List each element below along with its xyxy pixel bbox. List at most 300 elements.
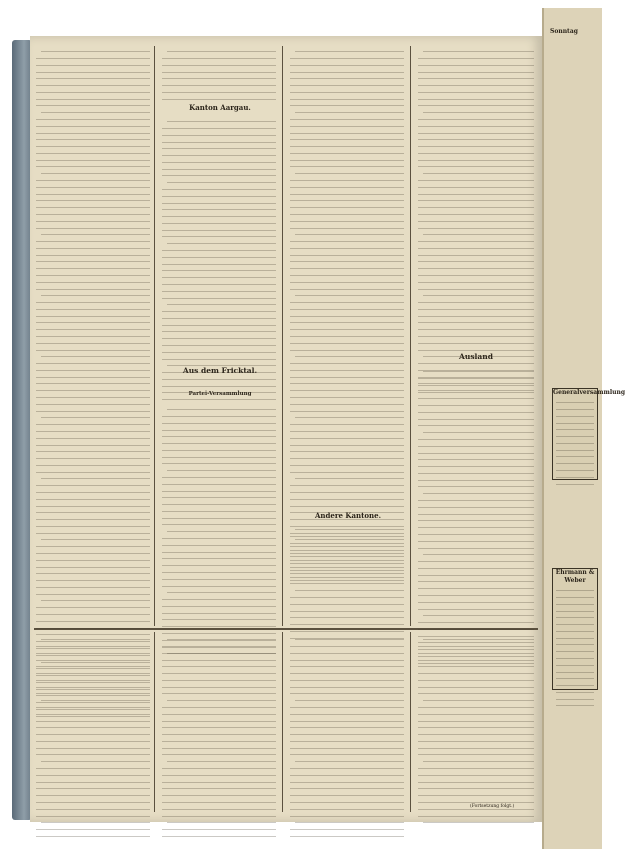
- text-line: [290, 702, 404, 708]
- text-line: [162, 472, 276, 478]
- ad-text-line: [556, 458, 594, 464]
- text-line: [290, 480, 404, 486]
- text-line: [418, 87, 534, 93]
- text-line: [167, 526, 276, 532]
- text-line: [290, 344, 404, 350]
- text-line: [36, 66, 150, 72]
- text-line: [418, 681, 534, 687]
- text-line: [36, 770, 150, 776]
- text-line: [290, 571, 404, 577]
- text-line: [162, 143, 276, 149]
- text-line: [290, 195, 404, 201]
- text-line: [41, 168, 150, 174]
- text-line: [167, 116, 276, 122]
- text-line: [167, 465, 276, 471]
- text-line: [418, 283, 534, 289]
- text-line: [162, 763, 276, 769]
- text-line: [418, 542, 534, 548]
- text-line: [36, 616, 150, 622]
- text-line: [162, 258, 276, 264]
- text-line: [423, 427, 534, 433]
- text-line: [162, 458, 276, 464]
- text-line: [290, 222, 404, 228]
- text-line: [290, 365, 404, 371]
- text-line: [418, 53, 534, 59]
- text-line: [290, 446, 404, 452]
- text-line: [418, 161, 534, 167]
- text-line: [418, 515, 534, 521]
- text-line: [423, 107, 534, 113]
- text-line: [162, 797, 276, 803]
- text-line: [423, 488, 534, 494]
- text-line: [162, 567, 276, 573]
- text-line: [290, 243, 404, 249]
- text-line: [418, 434, 534, 440]
- text-line: [418, 797, 534, 803]
- text-line: [295, 46, 404, 52]
- text-line: [36, 202, 150, 208]
- text-line: [290, 80, 404, 86]
- text-line: [290, 783, 404, 789]
- text-line: [418, 324, 534, 330]
- text-line: [162, 123, 276, 129]
- text-line: [290, 578, 404, 584]
- text-line: [290, 324, 404, 330]
- text-line: [423, 695, 534, 701]
- text-line: [162, 245, 276, 251]
- text-line: [162, 729, 276, 735]
- text-line: [162, 418, 276, 424]
- text-line: [36, 53, 150, 59]
- text-line: [290, 93, 404, 99]
- text-line: [36, 749, 150, 755]
- text-line: [36, 426, 150, 432]
- ad-text-line: [556, 653, 594, 659]
- text-line: [36, 127, 150, 133]
- text-line: [418, 93, 534, 99]
- text-line: [418, 563, 534, 569]
- text-line: [36, 121, 150, 127]
- text-line: [36, 668, 150, 674]
- text-line: [36, 222, 150, 228]
- text-line: [418, 393, 534, 399]
- text-line: [162, 204, 276, 210]
- text-line: [418, 675, 534, 681]
- text-line: [290, 372, 404, 378]
- text-line: [418, 688, 534, 694]
- text-line: [162, 340, 276, 346]
- text-line: [162, 424, 276, 430]
- text-line: [290, 141, 404, 147]
- text-line: [162, 66, 276, 72]
- text-line: [290, 661, 404, 667]
- text-line: [418, 641, 534, 647]
- text-line: [36, 487, 150, 493]
- text-line: [36, 93, 150, 99]
- text-line: [418, 100, 534, 106]
- text-line: [290, 770, 404, 776]
- text-line: [36, 446, 150, 452]
- text-line: [162, 648, 276, 654]
- text-line: [418, 420, 534, 426]
- masthead: Sonntag: [550, 28, 578, 35]
- text-line: [167, 177, 276, 183]
- text-line: [36, 514, 150, 520]
- text-line: [418, 243, 534, 249]
- text-line: [418, 617, 534, 623]
- text-line: [162, 715, 276, 721]
- text-line: [418, 522, 534, 528]
- text-line: [295, 351, 404, 357]
- text-line: [36, 555, 150, 561]
- text-line: [36, 304, 150, 310]
- text-line: [36, 582, 150, 588]
- text-line: [36, 575, 150, 581]
- text-line: [162, 80, 276, 86]
- text-line: [418, 358, 534, 364]
- text-line: [36, 797, 150, 803]
- text-line: [162, 431, 276, 437]
- text-line: [162, 743, 276, 749]
- text-line: [418, 188, 534, 194]
- text-line: [162, 87, 276, 93]
- text-line: [418, 386, 534, 392]
- text-line: [290, 270, 404, 276]
- text-line: [418, 461, 534, 467]
- text-line: [290, 460, 404, 466]
- text-line: [36, 155, 150, 161]
- text-line: [162, 607, 276, 613]
- text-line: [36, 521, 150, 527]
- text-line: [162, 661, 276, 667]
- text-line: [418, 441, 534, 447]
- text-line: [290, 358, 404, 364]
- ad-text-line: [556, 451, 594, 457]
- text-line: [418, 127, 534, 133]
- text-line: [418, 249, 534, 255]
- text-line: [290, 654, 404, 660]
- text-line: [423, 229, 534, 235]
- text-line: [418, 304, 534, 310]
- text-line: [418, 175, 534, 181]
- text-line: [290, 831, 404, 837]
- text-line: [36, 433, 150, 439]
- text-line: [162, 157, 276, 163]
- column-rule: [154, 46, 155, 626]
- text-line: [295, 695, 404, 701]
- text-line: [290, 182, 404, 188]
- text-line: [36, 317, 150, 323]
- text-line: [162, 499, 276, 505]
- text-line: [290, 134, 404, 140]
- text-line: [295, 412, 404, 418]
- text-line: [36, 500, 150, 506]
- text-line: [418, 454, 534, 460]
- text-line: [162, 601, 276, 607]
- text-line: [162, 313, 276, 319]
- feuilleton-column-3: [290, 634, 404, 812]
- text-line: [418, 776, 534, 782]
- text-line: [36, 783, 150, 789]
- text-line: [290, 392, 404, 398]
- text-line: [162, 702, 276, 708]
- text-line: [418, 481, 534, 487]
- text-line: [162, 681, 276, 687]
- text-line: [162, 197, 276, 203]
- text-line: [295, 634, 404, 640]
- book-binding: [12, 40, 32, 820]
- text-line: [36, 73, 150, 79]
- text-line: [36, 270, 150, 276]
- text-line: [36, 722, 150, 728]
- ad-text-line: [556, 444, 594, 450]
- text-line: [162, 594, 276, 600]
- text-line: [418, 763, 534, 769]
- text-line: [290, 127, 404, 133]
- text-line: [36, 702, 150, 708]
- text-line: [162, 319, 276, 325]
- text-line: [36, 736, 150, 742]
- text-line: [162, 776, 276, 782]
- text-line: [162, 191, 276, 197]
- text-line: [295, 524, 404, 530]
- text-line: [36, 810, 150, 816]
- text-line: [162, 394, 276, 400]
- text-line: [290, 605, 404, 611]
- text-line: [36, 654, 150, 660]
- ad-text-line: [556, 626, 594, 632]
- text-line: [290, 776, 404, 782]
- text-line: [418, 569, 534, 575]
- text-line: [167, 299, 276, 305]
- text-line: [418, 790, 534, 796]
- text-line: [290, 626, 404, 632]
- ad-text-line: [556, 424, 594, 430]
- text-line: [418, 209, 534, 215]
- text-line: [162, 749, 276, 755]
- text-line: [290, 66, 404, 72]
- text-line: [36, 688, 150, 694]
- text-line: [162, 211, 276, 217]
- text-line: [36, 209, 150, 215]
- text-line: [36, 568, 150, 574]
- text-line: [162, 93, 276, 99]
- text-line: [418, 447, 534, 453]
- ad-text-line: [556, 472, 594, 478]
- article-column-3-top: [290, 46, 404, 506]
- ad-text-line: [556, 612, 594, 618]
- text-line: [162, 326, 276, 332]
- text-line: [290, 317, 404, 323]
- text-line: [418, 256, 534, 262]
- text-line: [36, 195, 150, 201]
- text-line: [162, 445, 276, 451]
- text-line: [36, 439, 150, 445]
- text-line: [162, 150, 276, 156]
- text-line: [36, 675, 150, 681]
- text-line: [36, 460, 150, 466]
- text-line: [167, 587, 276, 593]
- text-line: [162, 306, 276, 312]
- text-line: [36, 776, 150, 782]
- text-line: [36, 602, 150, 608]
- text-line: [36, 100, 150, 106]
- text-line: [162, 709, 276, 715]
- text-line: [162, 130, 276, 136]
- text-line: [418, 114, 534, 120]
- column-rule: [282, 632, 283, 812]
- text-line: [290, 249, 404, 255]
- text-line: [36, 283, 150, 289]
- text-line: [162, 831, 276, 837]
- ad-text-line: [556, 417, 594, 423]
- text-line: [423, 168, 534, 174]
- text-line: [36, 365, 150, 371]
- text-line: [423, 290, 534, 296]
- advertisement: [552, 568, 598, 690]
- text-line: [162, 479, 276, 485]
- text-line: [418, 648, 534, 654]
- ad-text-line: [556, 660, 594, 666]
- text-line: [36, 790, 150, 796]
- text-line: [290, 736, 404, 742]
- text-line: [418, 729, 534, 735]
- text-line: [418, 624, 534, 630]
- text-line: [418, 603, 534, 609]
- text-line: [290, 426, 404, 432]
- text-line: [162, 790, 276, 796]
- ad-text-line: [556, 404, 594, 410]
- text-line: [418, 709, 534, 715]
- text-line: [36, 87, 150, 93]
- ad-text-line: [556, 700, 594, 706]
- text-line: [162, 231, 276, 237]
- text-line: [418, 654, 534, 660]
- text-line: [290, 263, 404, 269]
- text-line: [290, 763, 404, 769]
- column-rule: [410, 632, 411, 812]
- text-line: [290, 538, 404, 544]
- text-line: [423, 817, 534, 823]
- text-line: [167, 817, 276, 823]
- text-line: [290, 709, 404, 715]
- text-line: [162, 513, 276, 519]
- text-line: [162, 546, 276, 552]
- text-line: [418, 216, 534, 222]
- text-line: [36, 358, 150, 364]
- text-line: [290, 514, 404, 520]
- text-line: [36, 715, 150, 721]
- text-line: [36, 161, 150, 167]
- text-line: [290, 544, 404, 550]
- text-line: [418, 495, 534, 501]
- text-line: [162, 804, 276, 810]
- text-line: [162, 492, 276, 498]
- text-line: [290, 612, 404, 618]
- text-line: [36, 378, 150, 384]
- text-line: [290, 558, 404, 564]
- article-column-4-bottom: [418, 366, 534, 624]
- text-line: [418, 344, 534, 350]
- text-line: [295, 473, 404, 479]
- text-line: [162, 387, 276, 393]
- text-line: [36, 385, 150, 391]
- text-line: [290, 641, 404, 647]
- text-line: [162, 574, 276, 580]
- text-line: [36, 188, 150, 194]
- text-line: [290, 100, 404, 106]
- text-line: [162, 163, 276, 169]
- text-line: [162, 252, 276, 258]
- text-line: [418, 277, 534, 283]
- text-line: [418, 810, 534, 816]
- text-line: [162, 553, 276, 559]
- text-line: [41, 473, 150, 479]
- text-line: [418, 141, 534, 147]
- text-line: [418, 297, 534, 303]
- text-line: [162, 485, 276, 491]
- text-line: [41, 695, 150, 701]
- text-line: [41, 756, 150, 762]
- ad-text-line: [556, 673, 594, 679]
- text-line: [167, 46, 276, 52]
- text-line: [418, 502, 534, 508]
- text-line: [290, 810, 404, 816]
- text-line: [41, 290, 150, 296]
- text-line: [36, 709, 150, 715]
- ad-text-line: [556, 478, 594, 484]
- text-line: [290, 236, 404, 242]
- text-line: [418, 60, 534, 66]
- text-line: [36, 527, 150, 533]
- text-line: [290, 175, 404, 181]
- text-line: [41, 46, 150, 52]
- text-line: [418, 407, 534, 413]
- text-line: [41, 534, 150, 540]
- text-line: [418, 73, 534, 79]
- text-line: [418, 236, 534, 242]
- text-line: [162, 580, 276, 586]
- text-line: [162, 688, 276, 694]
- text-line: [36, 399, 150, 405]
- text-line: [36, 548, 150, 554]
- text-line: [290, 500, 404, 506]
- text-line: [36, 216, 150, 222]
- text-line: [162, 272, 276, 278]
- text-line: [418, 597, 534, 603]
- text-line: [36, 729, 150, 735]
- text-line: [36, 541, 150, 547]
- text-line: [418, 715, 534, 721]
- text-line: [36, 419, 150, 425]
- text-line: [162, 770, 276, 776]
- article-column-4-top: [418, 46, 534, 346]
- text-line: [290, 87, 404, 93]
- text-line: [423, 46, 534, 52]
- text-line: [290, 60, 404, 66]
- text-line: [162, 506, 276, 512]
- text-line: [418, 66, 534, 72]
- text-line: [167, 756, 276, 762]
- text-line: [418, 270, 534, 276]
- text-line: [295, 229, 404, 235]
- text-line: [418, 702, 534, 708]
- text-line: [36, 324, 150, 330]
- text-line: [36, 392, 150, 398]
- text-line: [418, 121, 534, 127]
- text-line: [295, 756, 404, 762]
- text-line: [290, 466, 404, 472]
